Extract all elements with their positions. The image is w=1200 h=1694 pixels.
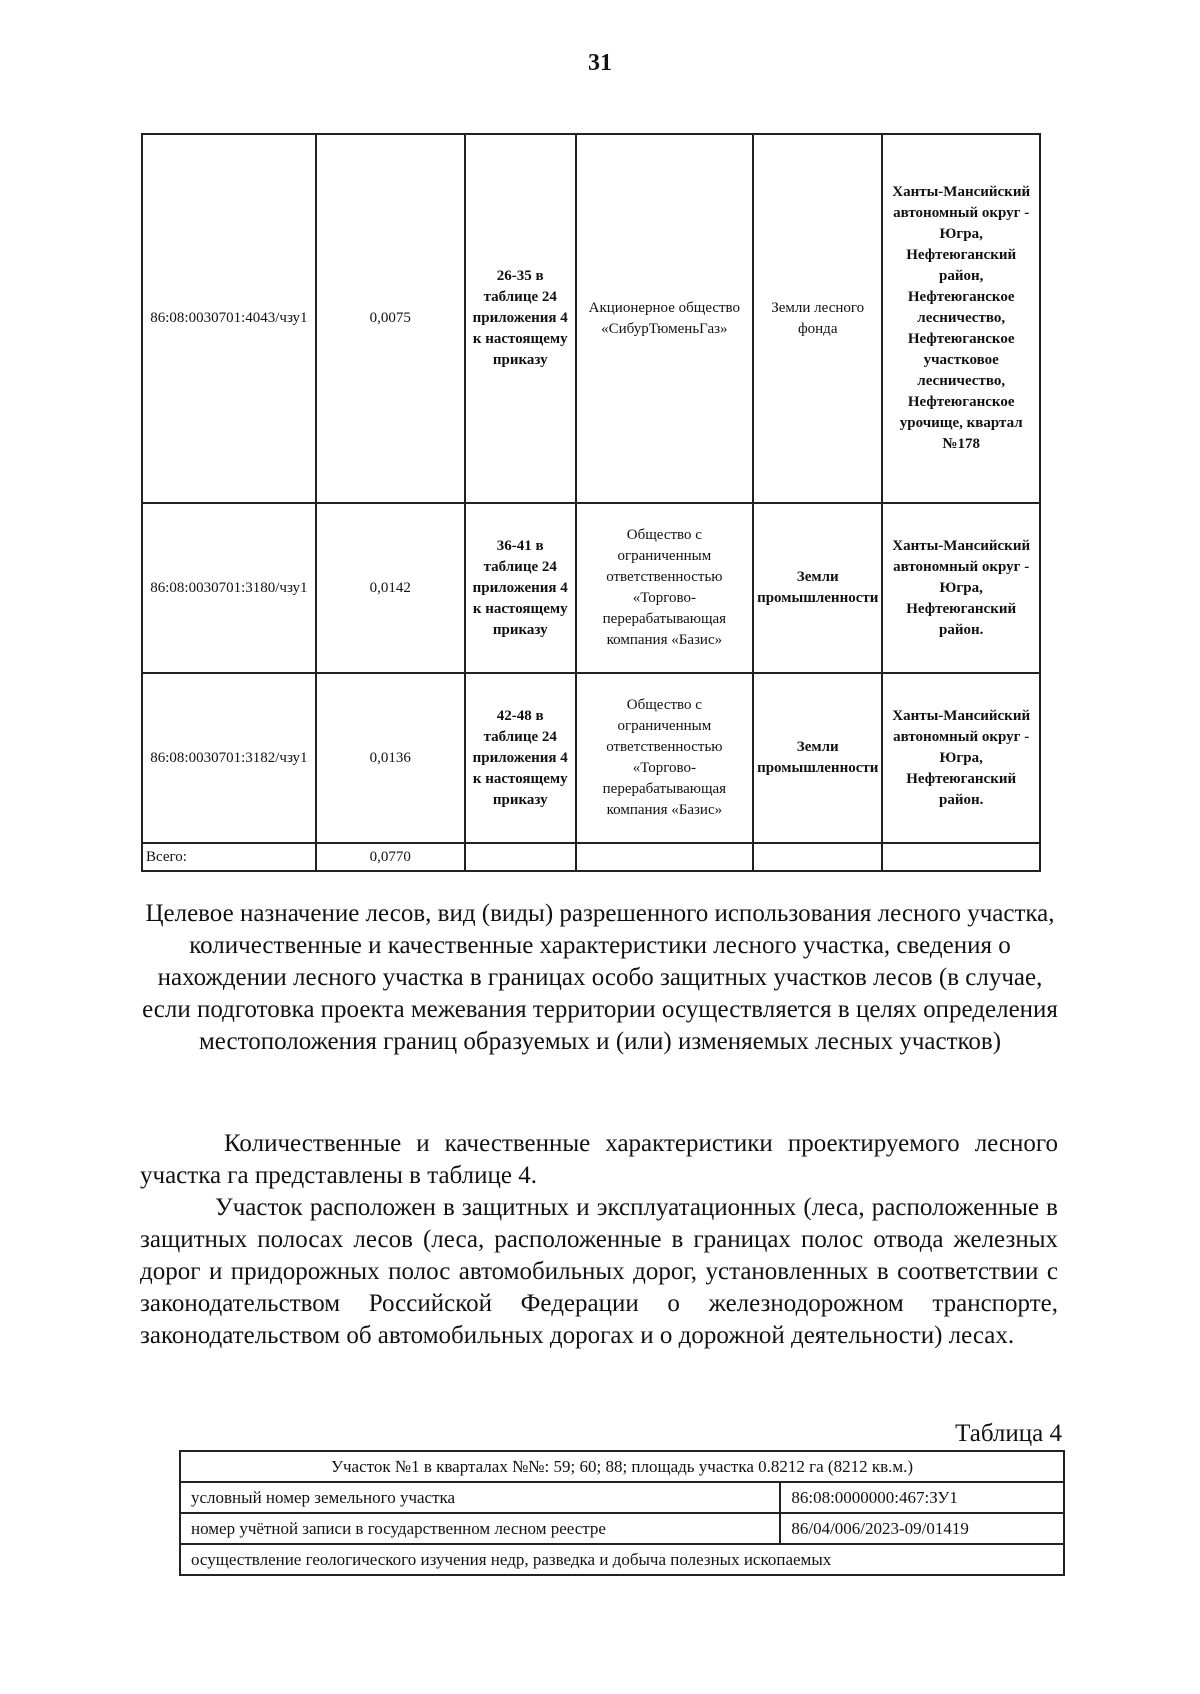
table-row (142, 673, 1040, 843)
row-value: 86:08:0000000:467:ЗУ1 (780, 1482, 1064, 1513)
land-category-cell: Земли промышленности (753, 673, 882, 843)
page-number: 31 (588, 50, 612, 76)
cadastral-number-cell: 86:08:0030701:3180/чзу1 (142, 503, 316, 673)
area-cell: 0,0075 (316, 134, 465, 503)
table-row (180, 1513, 1064, 1544)
cadastral-number-cell: 86:08:0030701:3182/чзу1 (142, 673, 316, 843)
permitted-use: осуществление геологического изучения недр, разведка и добыча полезных ископаемых (180, 1544, 1064, 1575)
land-category-cell: Земли промышленности (753, 503, 882, 673)
location-cell: Ханты-Мансийский автономный округ - Югра, Нефтеюганский район. (882, 673, 1040, 843)
land-plots-table (141, 133, 1041, 872)
reference-cell: 26-35 в таблице 24 приложения 4 к настоящему приказу (465, 134, 576, 503)
empty-cell (576, 843, 753, 871)
row-label: условный номер земельного участка (180, 1482, 780, 1513)
table-caption: Таблица 4 (955, 1420, 1062, 1447)
area-cell: 0,0142 (316, 503, 465, 673)
row-label: номер учётной записи в государственном лесном реестре (180, 1513, 780, 1544)
cadastral-number-cell: 86:08:0030701:4043/чзу1 (142, 134, 316, 503)
location-cell: Ханты-Мансийский автономный округ - Югра, Нефтеюганский район, Нефтеюганское лесничество, Нефтеюганское участковое лесничество, Нефтеюганское урочище, квартал №178 (882, 134, 1040, 503)
land-category-cell: Земли лесного фонда (753, 134, 882, 503)
paragraph: Участок расположен в защитных и эксплуатационных (леса, расположенные в защитных полосах лесов (леса, расположенные в границах полос отвода железных дорог и придорожных полос автомобильных дорог, установленных в соответствии с законодательством Российской Федерации о железнодорожном транспорте, законодательством об автомобильных дорогах и о дорожной деятельности) лесах. (140, 1194, 1058, 1349)
total-label: Всего: (142, 843, 316, 871)
user-cell: Общество с ограниченным ответственностью «Торгово-перерабатывающая компания «Базис» (576, 503, 753, 673)
user-cell: Акционерное общество «СибурТюменьГаз» (576, 134, 753, 503)
area-cell: 0,0136 (316, 673, 465, 843)
empty-cell (882, 843, 1040, 871)
reference-cell: 36-41 в таблице 24 приложения 4 к настоящему приказу (465, 503, 576, 673)
table-row (142, 134, 1040, 503)
table-row (180, 1482, 1064, 1513)
plot-characteristics-table (179, 1450, 1065, 1576)
user-cell: Общество с ограниченным ответственностью «Торгово-перерабатывающая компания «Базис» (576, 673, 753, 843)
total-row (142, 843, 1040, 871)
table-header: Участок №1 в кварталах №№: 59; 60; 88; площадь участка 0.8212 га (8212 кв.м.) (180, 1451, 1064, 1482)
paragraph: Количественные и качественные характеристики проектируемого лесного участка га представлены в таблице 4. (140, 1130, 1058, 1189)
reference-cell: 42-48 в таблице 24 приложения 4 к настоящему приказу (465, 673, 576, 843)
empty-cell (753, 843, 882, 871)
table-header-row (180, 1451, 1064, 1482)
section-heading: Целевое назначение лесов, вид (виды) разрешенного использования лесного участка, количественные и качественные характеристики лесного участка, сведения о нахождении лесного участка в границах особо защитных участков лесов (в случае, если подготовка проекта межевания территории осуществляется в целях определения местоположения границ образуемых и (или) изменяемых лесных участков) (142, 900, 1058, 1055)
empty-cell (465, 843, 576, 871)
row-value: 86/04/006/2023-09/01419 (780, 1513, 1064, 1544)
table-row (142, 503, 1040, 673)
table-row (180, 1544, 1064, 1575)
location-cell: Ханты-Мансийский автономный округ - Югра, Нефтеюганский район. (882, 503, 1040, 673)
total-area: 0,0770 (316, 843, 465, 871)
